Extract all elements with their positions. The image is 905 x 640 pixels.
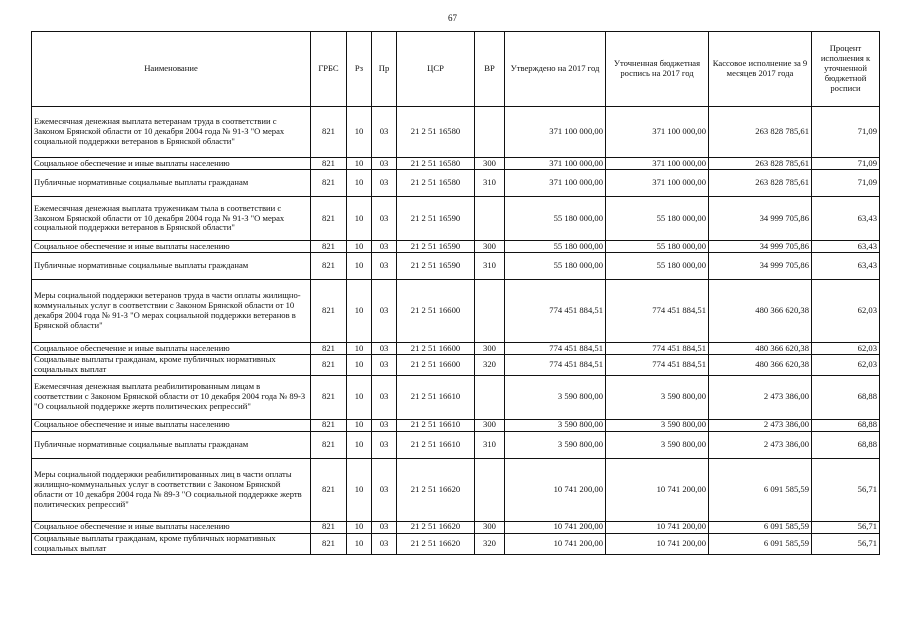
cell-csr: 21 2 51 16600 bbox=[397, 280, 475, 343]
cell-pr: 03 bbox=[372, 355, 397, 376]
cell-percent: 56,71 bbox=[812, 533, 880, 554]
cell-approved: 10 741 200,00 bbox=[505, 533, 606, 554]
cell-refined: 3 590 800,00 bbox=[606, 375, 709, 419]
cell-name: Социальное обеспечение и иные выплаты населению bbox=[32, 241, 311, 253]
table-row bbox=[32, 197, 880, 241]
cell-name: Меры социальной поддержки ветеранов труда в части оплаты жилищно-коммунальных услуг в соответствии с Законом Брянской области от 10 декабря 2004 года № 91-З "О мерах социальной поддержки ветеранов в Брянской области" bbox=[32, 280, 311, 343]
cell-csr: 21 2 51 16610 bbox=[397, 431, 475, 458]
cell-grbs: 821 bbox=[311, 458, 347, 521]
cell-csr: 21 2 51 16620 bbox=[397, 458, 475, 521]
cell-refined: 371 100 000,00 bbox=[606, 158, 709, 170]
cell-name: Ежемесячная денежная выплата ветеранам труда в соответствии с Законом Брянской области от 10 декабря 2004 года № 91-З "О мерах социальной поддержки ветеранов в Брянской области" bbox=[32, 107, 311, 158]
header-cash: Кассовое исполнение за 9 месяцев 2017 года bbox=[709, 32, 812, 107]
cell-rz: 10 bbox=[347, 241, 372, 253]
table-header-row bbox=[32, 32, 880, 107]
cell-percent: 71,09 bbox=[812, 107, 880, 158]
cell-percent: 63,43 bbox=[812, 197, 880, 241]
cell-name: Ежемесячная денежная выплата труженикам тыла в соответствии с Законом Брянской области от 10 декабря 2004 года № 91-З "О мерах социальной поддержки ветеранов в Брянской области" bbox=[32, 197, 311, 241]
cell-refined: 10 741 200,00 bbox=[606, 533, 709, 554]
cell-grbs: 821 bbox=[311, 170, 347, 197]
cell-grbs: 821 bbox=[311, 343, 347, 355]
cell-pr: 03 bbox=[372, 241, 397, 253]
budget-execution-table bbox=[31, 31, 880, 555]
header-csr: ЦСР bbox=[397, 32, 475, 107]
cell-rz: 10 bbox=[347, 375, 372, 419]
cell-rz: 10 bbox=[347, 253, 372, 280]
cell-pr: 03 bbox=[372, 533, 397, 554]
cell-approved: 3 590 800,00 bbox=[505, 431, 606, 458]
table-row bbox=[32, 280, 880, 343]
cell-name: Социальные выплаты гражданам, кроме публичных нормативных социальных выплат bbox=[32, 533, 311, 554]
cell-rz: 10 bbox=[347, 355, 372, 376]
cell-pr: 03 bbox=[372, 158, 397, 170]
cell-name: Меры социальной поддержки реабилитированных лиц в части оплаты жилищно-коммунальных услуг в соответствии с Законом Брянской области от 10 декабря 2004 года № 89-З "О социальной поддержке жертв политических репрессий" bbox=[32, 458, 311, 521]
cell-refined: 3 590 800,00 bbox=[606, 431, 709, 458]
cell-percent: 68,88 bbox=[812, 419, 880, 431]
cell-rz: 10 bbox=[347, 197, 372, 241]
cell-vr bbox=[475, 375, 505, 419]
cell-cash: 6 091 585,59 bbox=[709, 521, 812, 533]
cell-name: Публичные нормативные социальные выплаты гражданам bbox=[32, 431, 311, 458]
cell-grbs: 821 bbox=[311, 375, 347, 419]
cell-percent: 62,03 bbox=[812, 343, 880, 355]
cell-refined: 774 451 884,51 bbox=[606, 343, 709, 355]
cell-csr: 21 2 51 16620 bbox=[397, 521, 475, 533]
cell-name: Социальное обеспечение и иные выплаты населению bbox=[32, 158, 311, 170]
table-row bbox=[32, 158, 880, 170]
cell-cash: 263 828 785,61 bbox=[709, 107, 812, 158]
cell-pr: 03 bbox=[372, 107, 397, 158]
cell-csr: 21 2 51 16600 bbox=[397, 343, 475, 355]
cell-pr: 03 bbox=[372, 419, 397, 431]
cell-pr: 03 bbox=[372, 431, 397, 458]
cell-grbs: 821 bbox=[311, 431, 347, 458]
header-name: Наименование bbox=[32, 32, 311, 107]
cell-rz: 10 bbox=[347, 521, 372, 533]
cell-rz: 10 bbox=[347, 458, 372, 521]
table-row bbox=[32, 107, 880, 158]
header-pr: Пр bbox=[372, 32, 397, 107]
header-grbs: ГРБС bbox=[311, 32, 347, 107]
cell-cash: 6 091 585,59 bbox=[709, 533, 812, 554]
header-vr: ВР bbox=[475, 32, 505, 107]
header-refined: Уточненная бюджетная роспись на 2017 год bbox=[606, 32, 709, 107]
cell-name: Социальное обеспечение и иные выплаты населению bbox=[32, 419, 311, 431]
cell-cash: 34 999 705,86 bbox=[709, 241, 812, 253]
cell-vr: 310 bbox=[475, 431, 505, 458]
cell-vr: 300 bbox=[475, 241, 505, 253]
cell-cash: 34 999 705,86 bbox=[709, 253, 812, 280]
cell-vr bbox=[475, 107, 505, 158]
cell-grbs: 821 bbox=[311, 241, 347, 253]
table-row bbox=[32, 170, 880, 197]
table-row bbox=[32, 253, 880, 280]
cell-refined: 371 100 000,00 bbox=[606, 170, 709, 197]
cell-approved: 774 451 884,51 bbox=[505, 280, 606, 343]
cell-csr: 21 2 51 16580 bbox=[397, 170, 475, 197]
cell-rz: 10 bbox=[347, 533, 372, 554]
cell-vr: 320 bbox=[475, 355, 505, 376]
cell-approved: 10 741 200,00 bbox=[505, 458, 606, 521]
cell-percent: 56,71 bbox=[812, 521, 880, 533]
cell-approved: 371 100 000,00 bbox=[505, 170, 606, 197]
cell-vr: 320 bbox=[475, 533, 505, 554]
cell-cash: 263 828 785,61 bbox=[709, 170, 812, 197]
cell-refined: 55 180 000,00 bbox=[606, 197, 709, 241]
cell-pr: 03 bbox=[372, 253, 397, 280]
cell-approved: 774 451 884,51 bbox=[505, 343, 606, 355]
table-row bbox=[32, 431, 880, 458]
cell-vr: 300 bbox=[475, 521, 505, 533]
cell-vr: 310 bbox=[475, 170, 505, 197]
cell-rz: 10 bbox=[347, 107, 372, 158]
table-row bbox=[32, 241, 880, 253]
cell-grbs: 821 bbox=[311, 355, 347, 376]
cell-grbs: 821 bbox=[311, 419, 347, 431]
cell-grbs: 821 bbox=[311, 197, 347, 241]
cell-name: Ежемесячная денежная выплата реабилитированным лицам в соответствии с Законом Брянской области от 10 декабря 2004 года № 89-З "О социальной поддержке жертв политических репрессий" bbox=[32, 375, 311, 419]
cell-pr: 03 bbox=[372, 521, 397, 533]
cell-csr: 21 2 51 16580 bbox=[397, 158, 475, 170]
cell-grbs: 821 bbox=[311, 158, 347, 170]
cell-percent: 62,03 bbox=[812, 280, 880, 343]
cell-rz: 10 bbox=[347, 170, 372, 197]
table-row bbox=[32, 343, 880, 355]
cell-percent: 68,88 bbox=[812, 431, 880, 458]
cell-pr: 03 bbox=[372, 197, 397, 241]
cell-approved: 55 180 000,00 bbox=[505, 197, 606, 241]
cell-approved: 371 100 000,00 bbox=[505, 158, 606, 170]
cell-cash: 480 366 620,38 bbox=[709, 355, 812, 376]
cell-approved: 55 180 000,00 bbox=[505, 253, 606, 280]
cell-pr: 03 bbox=[372, 375, 397, 419]
cell-name: Социальное обеспечение и иные выплаты населению bbox=[32, 521, 311, 533]
page-number: 67 bbox=[448, 13, 457, 23]
table-row bbox=[32, 533, 880, 554]
cell-percent: 71,09 bbox=[812, 170, 880, 197]
header-rz: Рз bbox=[347, 32, 372, 107]
cell-name: Публичные нормативные социальные выплаты гражданам bbox=[32, 170, 311, 197]
table-row bbox=[32, 458, 880, 521]
cell-rz: 10 bbox=[347, 280, 372, 343]
cell-pr: 03 bbox=[372, 280, 397, 343]
cell-vr bbox=[475, 197, 505, 241]
cell-rz: 10 bbox=[347, 431, 372, 458]
cell-percent: 71,09 bbox=[812, 158, 880, 170]
cell-csr: 21 2 51 16580 bbox=[397, 107, 475, 158]
cell-csr: 21 2 51 16590 bbox=[397, 241, 475, 253]
cell-cash: 263 828 785,61 bbox=[709, 158, 812, 170]
cell-approved: 55 180 000,00 bbox=[505, 241, 606, 253]
cell-grbs: 821 bbox=[311, 253, 347, 280]
cell-percent: 62,03 bbox=[812, 355, 880, 376]
cell-csr: 21 2 51 16600 bbox=[397, 355, 475, 376]
cell-cash: 2 473 386,00 bbox=[709, 419, 812, 431]
cell-vr bbox=[475, 280, 505, 343]
cell-pr: 03 bbox=[372, 458, 397, 521]
cell-refined: 774 451 884,51 bbox=[606, 355, 709, 376]
cell-approved: 371 100 000,00 bbox=[505, 107, 606, 158]
header-percent: Процент исполнения к уточненной бюджетной росписи bbox=[812, 32, 880, 107]
cell-csr: 21 2 51 16590 bbox=[397, 253, 475, 280]
cell-cash: 480 366 620,38 bbox=[709, 280, 812, 343]
table-body bbox=[32, 107, 880, 555]
cell-vr: 300 bbox=[475, 158, 505, 170]
cell-grbs: 821 bbox=[311, 533, 347, 554]
cell-csr: 21 2 51 16620 bbox=[397, 533, 475, 554]
table-row bbox=[32, 355, 880, 376]
cell-csr: 21 2 51 16610 bbox=[397, 375, 475, 419]
cell-percent: 68,88 bbox=[812, 375, 880, 419]
header-approved: Утверждено на 2017 год bbox=[505, 32, 606, 107]
cell-vr: 300 bbox=[475, 419, 505, 431]
cell-csr: 21 2 51 16590 bbox=[397, 197, 475, 241]
cell-refined: 371 100 000,00 bbox=[606, 107, 709, 158]
table-row bbox=[32, 375, 880, 419]
cell-cash: 2 473 386,00 bbox=[709, 375, 812, 419]
cell-refined: 55 180 000,00 bbox=[606, 253, 709, 280]
cell-approved: 3 590 800,00 bbox=[505, 419, 606, 431]
cell-approved: 3 590 800,00 bbox=[505, 375, 606, 419]
cell-cash: 34 999 705,86 bbox=[709, 197, 812, 241]
cell-grbs: 821 bbox=[311, 280, 347, 343]
cell-percent: 63,43 bbox=[812, 241, 880, 253]
cell-name: Социальные выплаты гражданам, кроме публичных нормативных социальных выплат bbox=[32, 355, 311, 376]
cell-pr: 03 bbox=[372, 343, 397, 355]
cell-vr: 300 bbox=[475, 343, 505, 355]
cell-rz: 10 bbox=[347, 158, 372, 170]
cell-refined: 774 451 884,51 bbox=[606, 280, 709, 343]
cell-rz: 10 bbox=[347, 343, 372, 355]
cell-vr bbox=[475, 458, 505, 521]
table-row bbox=[32, 419, 880, 431]
cell-percent: 63,43 bbox=[812, 253, 880, 280]
cell-rz: 10 bbox=[347, 419, 372, 431]
cell-pr: 03 bbox=[372, 170, 397, 197]
cell-cash: 480 366 620,38 bbox=[709, 343, 812, 355]
cell-csr: 21 2 51 16610 bbox=[397, 419, 475, 431]
table-row bbox=[32, 521, 880, 533]
cell-refined: 55 180 000,00 bbox=[606, 241, 709, 253]
cell-approved: 774 451 884,51 bbox=[505, 355, 606, 376]
cell-name: Социальное обеспечение и иные выплаты населению bbox=[32, 343, 311, 355]
cell-grbs: 821 bbox=[311, 107, 347, 158]
cell-percent: 56,71 bbox=[812, 458, 880, 521]
cell-refined: 10 741 200,00 bbox=[606, 521, 709, 533]
cell-refined: 3 590 800,00 bbox=[606, 419, 709, 431]
cell-cash: 2 473 386,00 bbox=[709, 431, 812, 458]
cell-approved: 10 741 200,00 bbox=[505, 521, 606, 533]
cell-name: Публичные нормативные социальные выплаты гражданам bbox=[32, 253, 311, 280]
cell-refined: 10 741 200,00 bbox=[606, 458, 709, 521]
cell-vr: 310 bbox=[475, 253, 505, 280]
cell-cash: 6 091 585,59 bbox=[709, 458, 812, 521]
cell-grbs: 821 bbox=[311, 521, 347, 533]
